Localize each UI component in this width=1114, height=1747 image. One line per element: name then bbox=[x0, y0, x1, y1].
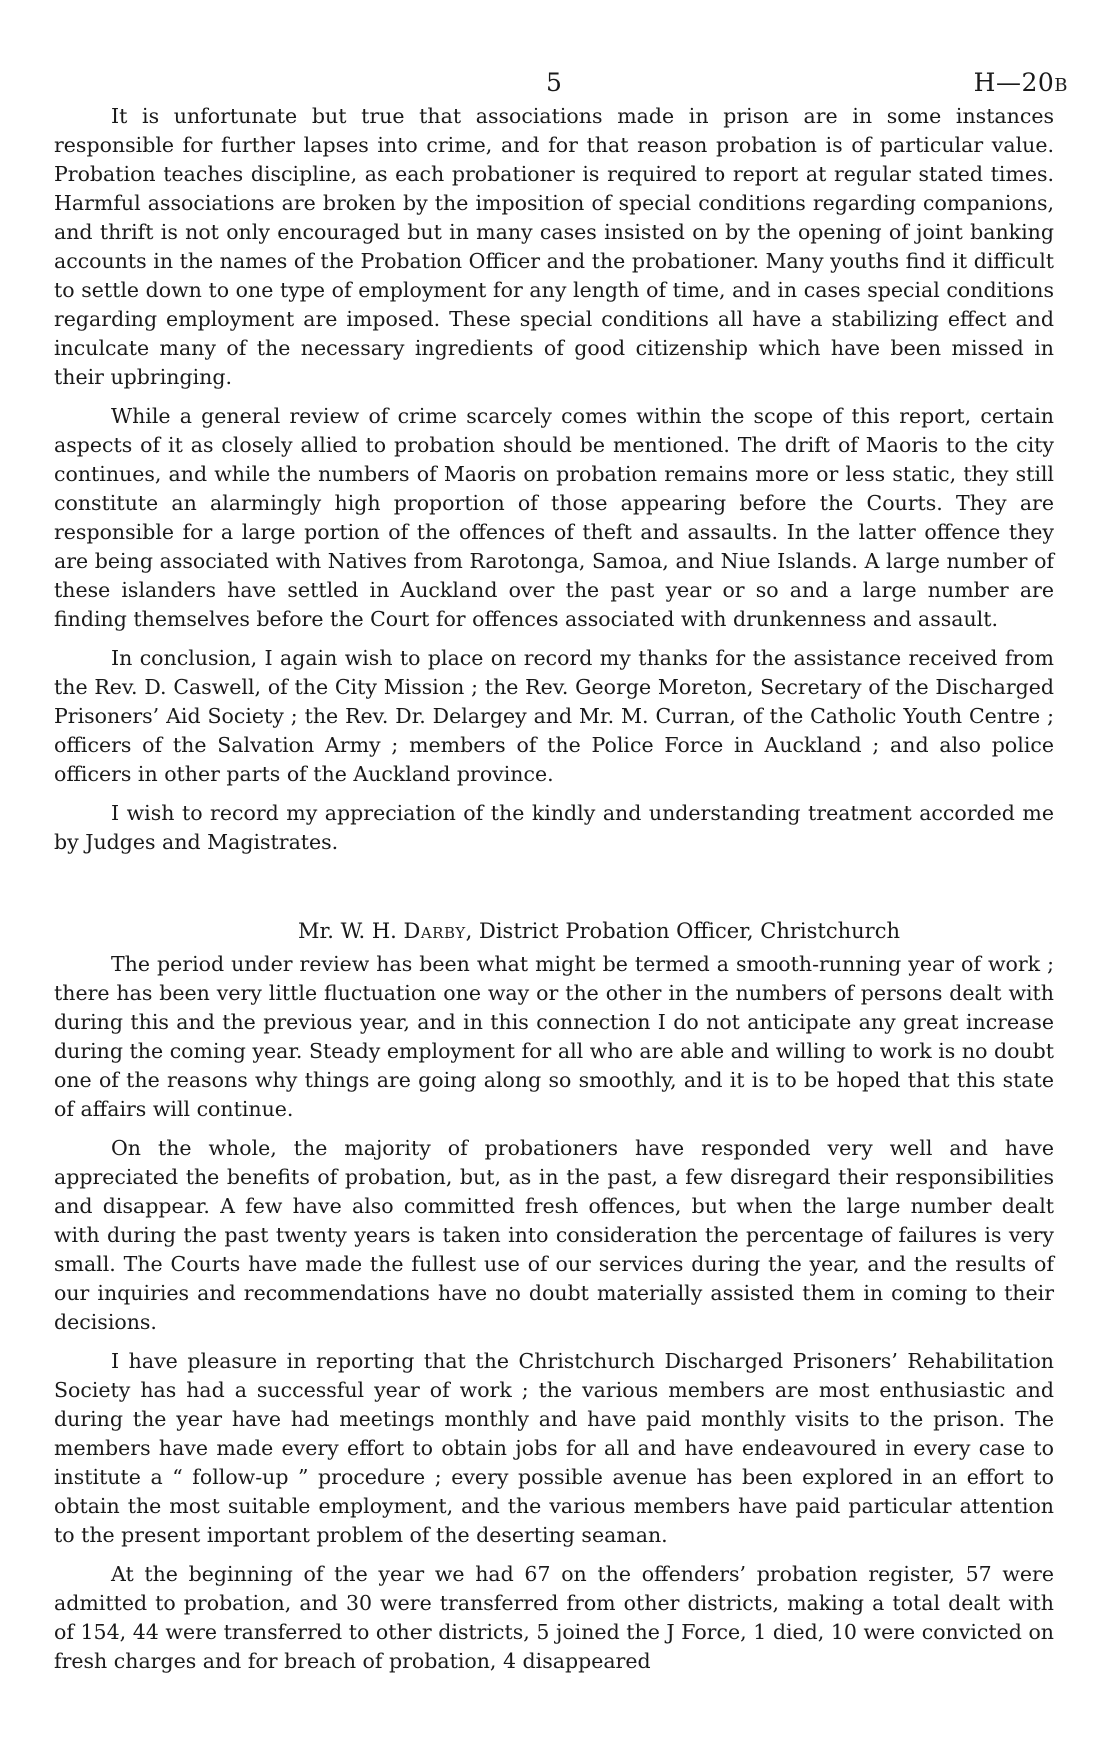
paragraph: In conclusion, I again wish to place on record my thanks for the assistance received from the Rev. D. Caswell, of the City Mission ; the Rev. George Moreton, Secretary of the Discharged Prisoners’ Aid Society ; the Rev. Dr. Delargey and Mr. M. Curran, of the Catholic Youth Centre ; officers of the Salvation Army ; members of the Police Force in Auckland ; and also police officers in other parts of the Auckland province. bbox=[54, 646, 1054, 786]
document-reference-suffix: B bbox=[1054, 75, 1068, 96]
section-heading bbox=[54, 917, 1054, 946]
document-reference-main: H—20 bbox=[973, 68, 1055, 97]
page-number: 5 bbox=[546, 68, 562, 97]
document-page bbox=[54, 0, 1068, 1686]
paragraph: It is unfortunate but true that associations made in prison are in some instances responsible for further lapses into crime, and for that reason probation is of particular value. Probation teaches discipline, as each probationer is required to report at regular stated times. Harmful associations are broken by the imposition of special conditions regarding companions, and thrift is not only encouraged but in many cases insisted on by the opening of joint banking accounts in the names of the Probation Officer and the probationer. Many youths find it difficult to settle down to one type of employment for any length of time, and in cases special conditions regarding employment are imposed. These special conditions all have a stabilizing effect and inculcate many of the necessary ingredients of good citizenship which have been missed in their upbringing. bbox=[54, 104, 1054, 389]
paragraph: At the beginning of the year we had 67 on the offenders’ probation register, 57 were admitted to probation, and 30 were transferred from other districts, making a total dealt with of 154, 44 were transferred to other districts, 5 joined the J Force, 1 died, 10 were convicted on fresh charges and for breach of probation, 4 disappeared bbox=[54, 1562, 1054, 1673]
section-heading-surname: Darby bbox=[403, 919, 466, 943]
paragraph: On the whole, the majority of probationers have responded very well and have appreciated the benefits of probation, but, as in the past, a few disregard their responsibilities and disappear. A few have also committed fresh offences, but when the large number dealt with during the past twenty years is taken into consideration the percentage of failures is very small. The Courts have made the fullest use of our services during the year, and the results of our inquiries and recommendations have no doubt materially assisted them in coming to their decisions. bbox=[54, 1136, 1054, 1334]
report-body-part2 bbox=[54, 950, 1054, 1676]
section-spacer bbox=[54, 867, 1054, 917]
paragraph: I have pleasure in reporting that the Christchurch Discharged Prisoners’ Rehabilitation Society has had a successful year of work ; the various members are most enthusiastic and during the year have had meetings monthly and have paid monthly visits to the prison. The members have made every effort to obtain jobs for all and have endeavoured in every case to institute a “ follow-up ” procedure ; every possible avenue has been explored in an effort to obtain the most suitable employment, and the various members have paid particular attention to the present important problem of the deserting seaman. bbox=[54, 1349, 1054, 1547]
report-body-part1 bbox=[54, 102, 1054, 857]
document-reference bbox=[974, 68, 1068, 97]
section-heading-suffix: , District Probation Officer, Christchurch bbox=[465, 919, 900, 943]
paragraph: The period under review has been what might be termed a smooth-running year of work ; there has been very little fluctuation one way or the other in the numbers of persons dealt with during this and the previous year, and in this connection I do not anticipate any great increase during the coming year. Steady employment for all who are able and willing to work is no doubt one of the reasons why things are going along so smoothly, and it is to be hoped that this state of affairs will continue. bbox=[54, 952, 1054, 1121]
paragraph: While a general review of crime scarcely comes within the scope of this report, certain aspects of it as closely allied to probation should be mentioned. The drift of Maoris to the city continues, and while the numbers of Maoris on probation remains more or less static, they still constitute an alarmingly high proportion of those appearing before the Courts. They are responsible for a large portion of the offences of theft and assaults. In the latter offence they are being associated with Natives from Rarotonga, Samoa, and Niue Islands. A large number of these islanders have settled in Auckland over the past year or so and a large number are finding themselves before the Court for offences associated with drunkenness and assault. bbox=[54, 404, 1054, 631]
paragraph: I wish to record my appreciation of the kindly and understanding treatment accorded me by Judges and Magistrates. bbox=[54, 801, 1054, 854]
page-header bbox=[54, 0, 1068, 102]
section-heading-prefix: Mr. W. H. bbox=[298, 919, 404, 943]
